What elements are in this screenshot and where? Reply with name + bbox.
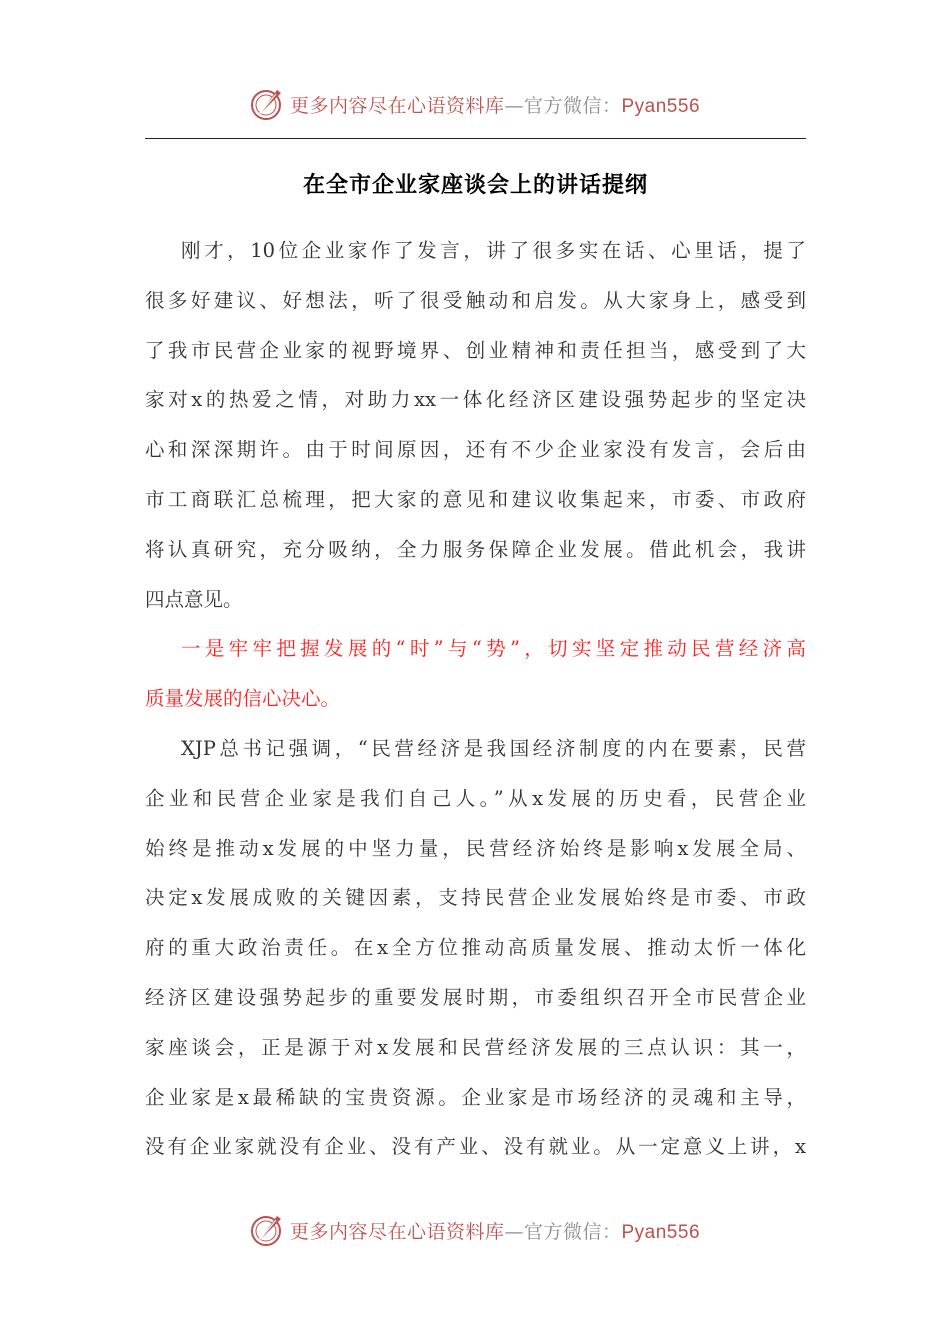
text-line: XJP总书记强调，“民营经济是我国经济制度的内在要素，民营 [181,736,806,760]
text-line: 决定x发展成败的关键因素，支持民营企业发展始终是市委、市政 [145,886,806,910]
banner-label: 官方微信： [523,94,622,117]
section-heading-line: 一是牢牢把握发展的“时”与“势”，切实坚定推动民营经济高 [181,637,806,661]
text-line: 很多好建议、好想法，听了很受触动和启发。从大家身上，感受到 [145,288,806,312]
text-line: 市工商联汇总梳理，把大家的意见和建议收集起来，市委、市政府 [145,487,806,511]
text-line: 没有企业家就没有企业、没有产业、没有就业。从一定意义上讲，x [145,1135,806,1159]
section-heading-line: 质量发展的信心决心。 [145,687,341,711]
document-body [145,226,806,1172]
banner-separator: — [504,94,524,117]
banner-wechat-id: Pyan556 [621,1221,701,1243]
banner-text [290,1217,700,1244]
banner-wechat-id: Pyan556 [621,95,701,117]
text-line: 将认真研究，充分吸纳，全力服务保障企业发展。借此机会，我讲 [145,537,806,561]
document-title: 在全市企业家座谈会上的讲话提纲 [302,172,648,198]
text-line: 心和深深期许。由于时间原因，还有不少企业家没有发言，会后由 [145,438,806,462]
banner-brand: 更多内容尽在心语资料库 [289,1220,505,1243]
text-line: 了我市民营企业家的视野境界、创业精神和责任担当，感受到了大 [145,338,806,362]
quill-pen-logo-icon [250,1212,286,1248]
banner-text [290,91,700,118]
text-line: 刚才，10位企业家作了发言，讲了很多实在话、心里话，提了 [181,239,806,262]
header-banner [0,82,950,126]
text-line: 家对x的热爱之情，对助力xx一体化经济区建设强势起步的坚定决 [145,388,806,412]
text-line: 四点意见。 [145,587,243,611]
text-line: 家座谈会，正是源于对x发展和民营经济发展的三点认识：其一， [145,1035,806,1059]
banner-brand: 更多内容尽在心语资料库 [289,94,505,117]
text-line: 始终是推动x发展的中坚力量，民营经济始终是影响x发展全局、 [145,836,806,860]
quill-pen-logo-icon [250,86,286,122]
footer-banner [0,1208,950,1252]
banner-label: 官方微信： [523,1220,622,1243]
text-line: 经济区建设强势起步的重要发展时期，市委组织召开全市民营企业 [145,985,806,1009]
text-line: 企业家是x最稀缺的宝贵资源。企业家是市场经济的灵魂和主导， [145,1085,806,1109]
text-line: 府的重大政治责任。在x全方位推动高质量发展、推动太忻一体化 [145,936,806,960]
header-divider [145,138,806,139]
text-line: 企业和民营企业家是我们自己人。”从x发展的历史看，民营企业 [145,786,806,810]
banner-separator: — [504,1220,524,1243]
